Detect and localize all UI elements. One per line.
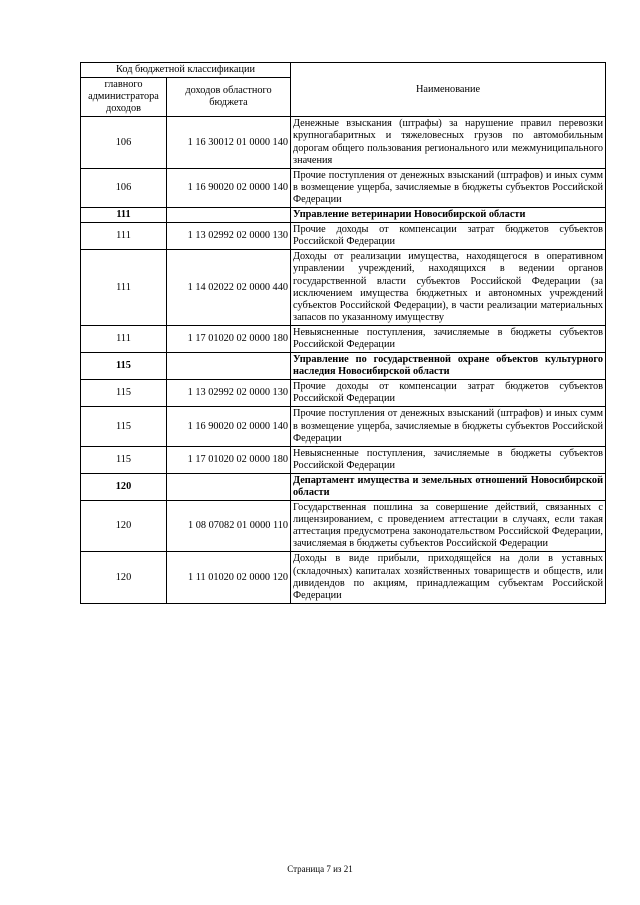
page-number: Страница 7 из 21	[287, 864, 353, 874]
table-header	[81, 63, 606, 117]
table-row	[81, 552, 606, 603]
cell-name: Прочие поступления от денежных взысканий (штрафов) и иных сумм в возмещение ущерба, зачисляемые в бюджеты субъектов Российской Федерации	[291, 407, 606, 446]
header-name: Наименование	[291, 63, 606, 117]
table-row	[81, 117, 606, 168]
cell-name: Государственная пошлина за совершение действий, связанных с лицензированием, с проведением аттестации в случаях, если такая аттестация предусмотрена законодательством Российской Федерации, зачисляемая в бюджеты субъектов Российской Федерации	[291, 501, 606, 552]
table-row	[81, 325, 606, 352]
cell-admin-code: 106	[81, 168, 167, 207]
table-row	[81, 223, 606, 250]
cell-revenue-code: 1 17 01020 02 0000 180	[167, 446, 291, 473]
cell-name: Управление по государственной охране объектов культурного наследия Новосибирской области	[291, 353, 606, 380]
table-row	[81, 407, 606, 446]
cell-name: Управление ветеринарии Новосибирской области	[291, 208, 606, 223]
cell-revenue-code: 1 13 02992 02 0000 130	[167, 223, 291, 250]
cell-revenue-code	[167, 353, 291, 380]
cell-revenue-code: 1 16 90020 02 0000 140	[167, 407, 291, 446]
cell-admin-code: 120	[81, 473, 167, 500]
cell-revenue-code: 1 08 07082 01 0000 110	[167, 501, 291, 552]
cell-admin-code: 111	[81, 250, 167, 326]
header-group-code: Код бюджетной классификации	[81, 63, 291, 78]
table-row	[81, 501, 606, 552]
cell-admin-code: 120	[81, 552, 167, 603]
section-row	[81, 208, 606, 223]
cell-revenue-code: 1 13 02992 02 0000 130	[167, 380, 291, 407]
header-admin: главного администратора доходов	[81, 78, 167, 117]
cell-admin-code: 115	[81, 380, 167, 407]
cell-admin-code: 111	[81, 325, 167, 352]
table-row	[81, 168, 606, 207]
table-row	[81, 446, 606, 473]
cell-admin-code: 106	[81, 117, 167, 168]
cell-admin-code: 115	[81, 446, 167, 473]
cell-admin-code: 120	[81, 501, 167, 552]
table-row	[81, 250, 606, 326]
cell-name: Прочие доходы от компенсации затрат бюджетов субъектов Российской Федерации	[291, 380, 606, 407]
budget-classification-table	[80, 62, 606, 604]
cell-name: Департамент имущества и земельных отношений Новосибирской области	[291, 473, 606, 500]
cell-name: Денежные взыскания (штрафы) за нарушение правил перевозки крупногабаритных и тяжеловесных грузов по автомобильным дорогам общего пользования регионального или межмуниципального значения	[291, 117, 606, 168]
cell-name: Невыясненные поступления, зачисляемые в бюджеты субъектов Российской Федерации	[291, 446, 606, 473]
cell-name: Невыясненные поступления, зачисляемые в бюджеты субъектов Российской Федерации	[291, 325, 606, 352]
cell-revenue-code: 1 11 01020 02 0000 120	[167, 552, 291, 603]
cell-admin-code: 111	[81, 223, 167, 250]
cell-admin-code: 115	[81, 407, 167, 446]
cell-admin-code: 111	[81, 208, 167, 223]
section-row	[81, 473, 606, 500]
cell-admin-code: 115	[81, 353, 167, 380]
cell-name: Прочие доходы от компенсации затрат бюджетов субъектов Российской Федерации	[291, 223, 606, 250]
cell-revenue-code: 1 14 02022 02 0000 440	[167, 250, 291, 326]
section-row	[81, 353, 606, 380]
cell-name: Прочие поступления от денежных взысканий (штрафов) и иных сумм в возмещение ущерба, зачисляемые в бюджеты субъектов Российской Федерации	[291, 168, 606, 207]
cell-name: Доходы в виде прибыли, приходящейся на доли в уставных (складочных) капиталах хозяйственных товариществ и обществ, или дивидендов по акциям, принадлежащим субъектам Российской Федерации	[291, 552, 606, 603]
table-row	[81, 380, 606, 407]
cell-revenue-code: 1 16 30012 01 0000 140	[167, 117, 291, 168]
table-body	[81, 117, 606, 603]
cell-revenue-code: 1 17 01020 02 0000 180	[167, 325, 291, 352]
cell-revenue-code: 1 16 90020 02 0000 140	[167, 168, 291, 207]
cell-name: Доходы от реализации имущества, находящегося в оперативном управлении учреждений, находящихся в ведении органов государственной власти субъектов Российской Федерации (за исключением имущества бюджетных и автономных учреждений субъектов Российской Федерации), в части реализации материальных запасов по указанному имуществу	[291, 250, 606, 326]
header-code: доходов областного бюджета	[167, 78, 291, 117]
cell-revenue-code	[167, 208, 291, 223]
cell-revenue-code	[167, 473, 291, 500]
